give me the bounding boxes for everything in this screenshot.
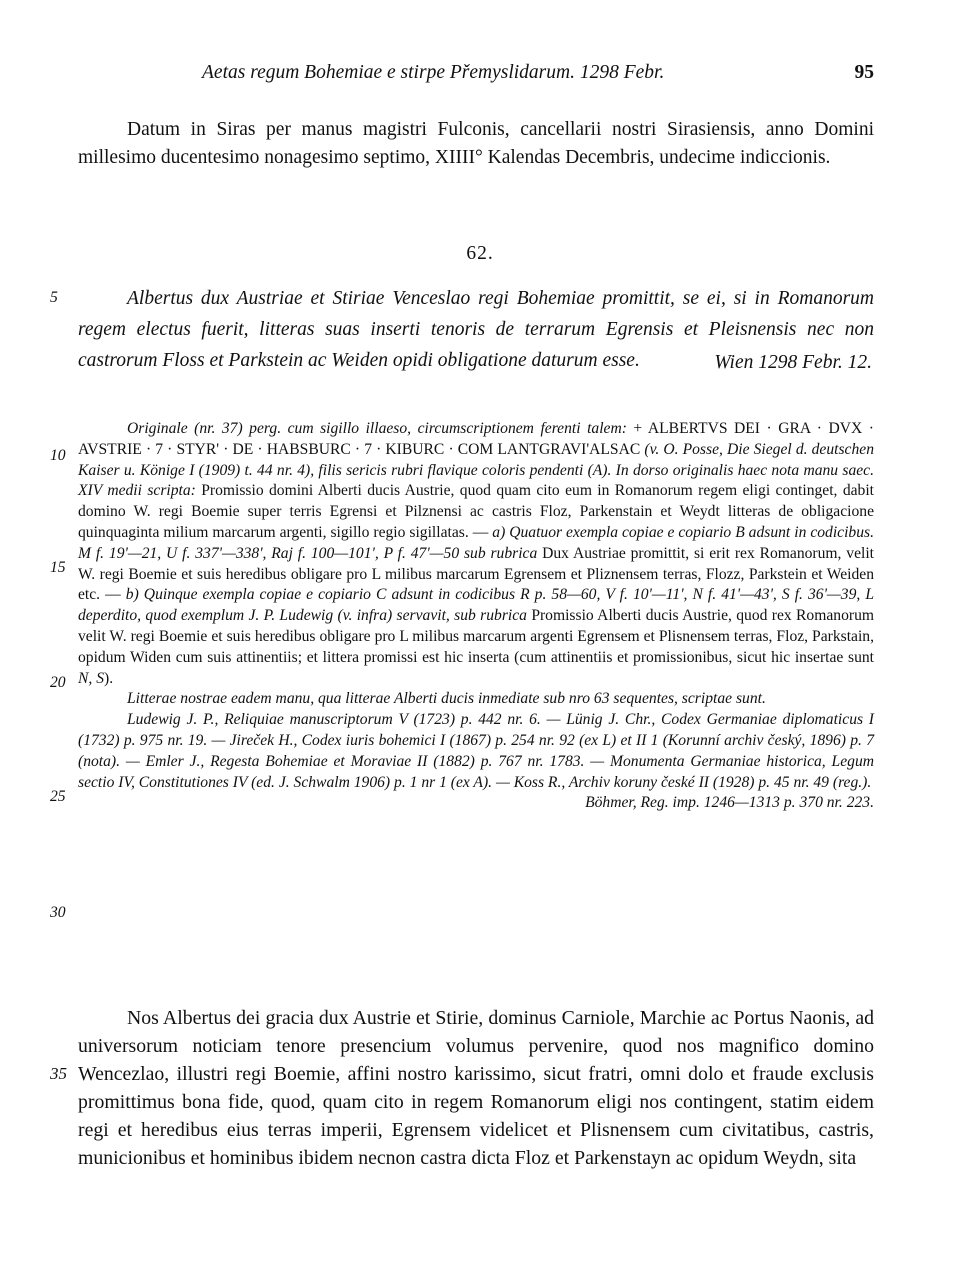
bibliography-text: Ludewig J. P., Reliquiae manuscriptorum V (1723) p. 442 nr. 6. — Lünig J. Chr., Codex Germaniae diplomaticus I (1732) p. 975 nr. 19. — Jireček H., Codex iuris bohemici I (1867) p. 254 nr. 92 (ex L) et II 1 (Korunní archiv český, 1896) p. 7 (nota). — Emler J., Regesta Bohemiae et Moraviae II (1882) p. 767 nr. 1783. — Monumenta Germaniae historica, Legum sectio IV, Constitutiones IV (ed. J. Schwalm 1906) p. 1 nr 1 (ex A). — Koss R., Archiv koruny české II (1928) p. 45 nr. 49 (reg.).: [78, 711, 874, 791]
line-number: 5: [50, 289, 58, 306]
line-number: 30: [50, 904, 66, 921]
critical-apparatus: [78, 419, 874, 814]
line-number: 25: [50, 788, 66, 805]
regest-text: Albertus dux Austriae et Stiriae Venceslao regi Bohemiae promittit, se ei, si in Romanorum regem electus fuerit, litteras suas inserti tenoris de terrarum Egrensis et Pleisnensis nec non castrorum Floss et Parkstein ac Weiden opidi obligatione daturum esse.: [78, 288, 874, 371]
rubric-b: Dux Austriae promittit, si erit rex Romanorum, velit W. regi Boemie et suis heredibus obligare pro L milibus marcarum Egrensem et Pliznensem terras, Flozz, Parkstein et Weiden etc. —: [78, 544, 875, 604]
apparatus-tradition: [78, 419, 874, 689]
apparatus-copies-c: b) Quinque exempla copiae e copiario C adsunt in codicibus R p. 58—60, V f. 10'—11', N f. 41'—43', S f. 36'—39, L deperdito, quod exemplum J. P. Ludewig (v. infra) servavit, sub rubrica: [78, 586, 874, 625]
apparatus-sigla: N, S: [78, 669, 104, 687]
apparatus-seal-note: (v. O. Posse, Die Siegel d. deutschen Kaiser u. Könige I (1909) t. 44 nr. 4), filis sericis rubri flavique coloris pendenti (A). In dorso originalis haec nota manu saec. XIV medii scripta:: [78, 440, 874, 500]
page-header: [78, 62, 874, 92]
regest-paragraph: [78, 283, 874, 378]
line-number: 10: [50, 447, 66, 464]
rubric-c: Promissio Alberti ducis Austrie, quod rex Romanorum velit W. regi Boemie et suis heredibus obligare pro L milibus marcarum argenti Egrensem et Plisnensem terras, Floz, Parkstain, opidum Widen cum suis attinentiis; et littera promissi est hic inserta (cum attinentiis et promissionibus, sicut hic insertae sunt: [78, 607, 874, 666]
line-number: 35: [50, 1064, 67, 1083]
document-number: 62.: [466, 243, 494, 264]
regest-place-date: Wien 1298 Febr. 12.: [714, 352, 872, 373]
page-number: 95: [854, 62, 874, 83]
apparatus-original: Originale (nr. 37) perg. cum sigillo illaeso, circumscriptionem ferenti talem:: [127, 420, 627, 437]
apparatus-copies-b: a) Quatuor exempla copiae e copiario B adsunt in codicibus. M f. 19'—21, U f. 337'—338', Raj f. 100—101', P f. 47'—50 sub rubrica: [78, 523, 874, 562]
intro-text: Datum in Siras per manus magistri Fulconis, cancellarii nostri Sirasiensis, anno Domini millesimo ducentesimo nonagesimo septimo, XIIII° Kalendas Decembris, undecime indiccionis.: [78, 119, 874, 168]
line-number: 15: [50, 559, 66, 576]
apparatus-close: ).: [104, 669, 114, 687]
apparatus-bibliography: [78, 710, 874, 812]
intro-paragraph: [78, 116, 874, 172]
running-title: Aetas regum Bohemiae e stirpe Přemyslidarum. 1298 Febr.: [202, 62, 665, 83]
seal-legend: + ALBERTVS DEI · GRA · DVX · AVSTRIE · 7 · STYR' · DE · HABSBURC · 7 · KIBURC · COM LANTGRAVI'ALSAC: [78, 420, 874, 458]
bibliography-bohmer: Böhmer, Reg. imp. 1246—1313 p. 370 nr. 223.: [585, 794, 874, 812]
line-number: 20: [50, 674, 66, 691]
apparatus-hand-note: Litterae nostrae eadem manu, qua litterae Alberti ducis inmediate sub nro 63 sequentes, scriptae sunt.: [127, 690, 766, 708]
charter-text: Nos Albertus dei gracia dux Austrie et Stirie, dominus Carniole, Marchie ac Portus Naonis, ad universorum noticiam tenore presencium volumus pervenire, quod nos magnifico domino Wencezlao, illustri regi Boemie, affini nostro karissimo, sicut fratri, omni dolo et fraude exclusis promittimus bona fide, quod, quam cito in regem Romanorum eligi nos contingent, statim eidem regi et heredibus eius terras imperii, Egrensem videlicet et Plisnensem cum civitatibus, castris, municionibus et hominibus ibidem necnon castra dicta Floz et Parkenstayn ac opidum Weydn, sita: [78, 1007, 874, 1169]
dorsal-note: Promissio domini Alberti ducis Austrie, quod quam cito eum in Romanorum regem eligi continget, dabit domino W. regi Boemie super terris Egrensi et Pilznensi ac castris Floz, Parkenstain et Weydt litteras de obligacione quinquaginta milium marcarum argenti, sigillo regio sigillatas. —: [78, 482, 875, 541]
